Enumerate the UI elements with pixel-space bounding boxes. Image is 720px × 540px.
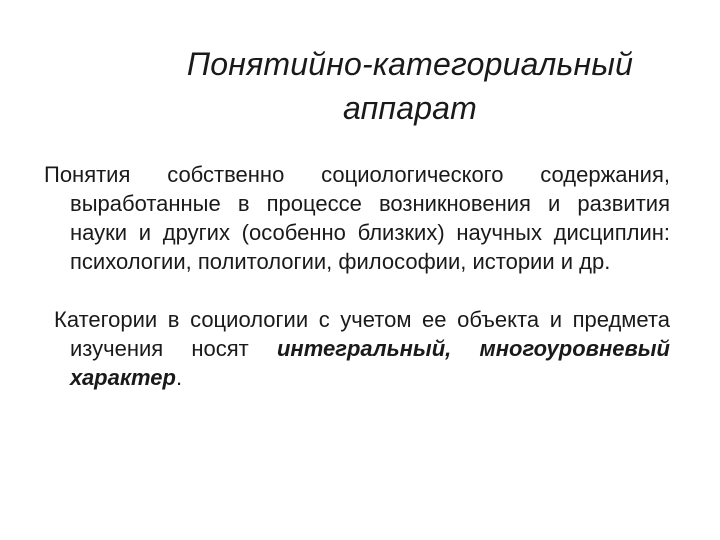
paragraph-categories-text: Категории в социологии с учетом ее объекта и предмета изучения носят [54, 307, 670, 361]
paragraph-categories [44, 305, 670, 392]
slide-body [44, 160, 670, 392]
title-line-1: Понятийно-категориальный [186, 46, 634, 82]
paragraph-concepts: Понятия собственно социологического содержания, выработанные в процессе возникновения и развития науки и других (особенно близких) научных дисциплин: психологии, политологии, философии, истории и др. [44, 162, 670, 274]
paragraph-categories-end: . [175, 365, 183, 390]
title-line-2: аппарат [342, 90, 478, 126]
paragraph-categories-emphasis: интегральный, многоуровневый характер [70, 336, 670, 390]
slide-title [130, 42, 690, 130]
